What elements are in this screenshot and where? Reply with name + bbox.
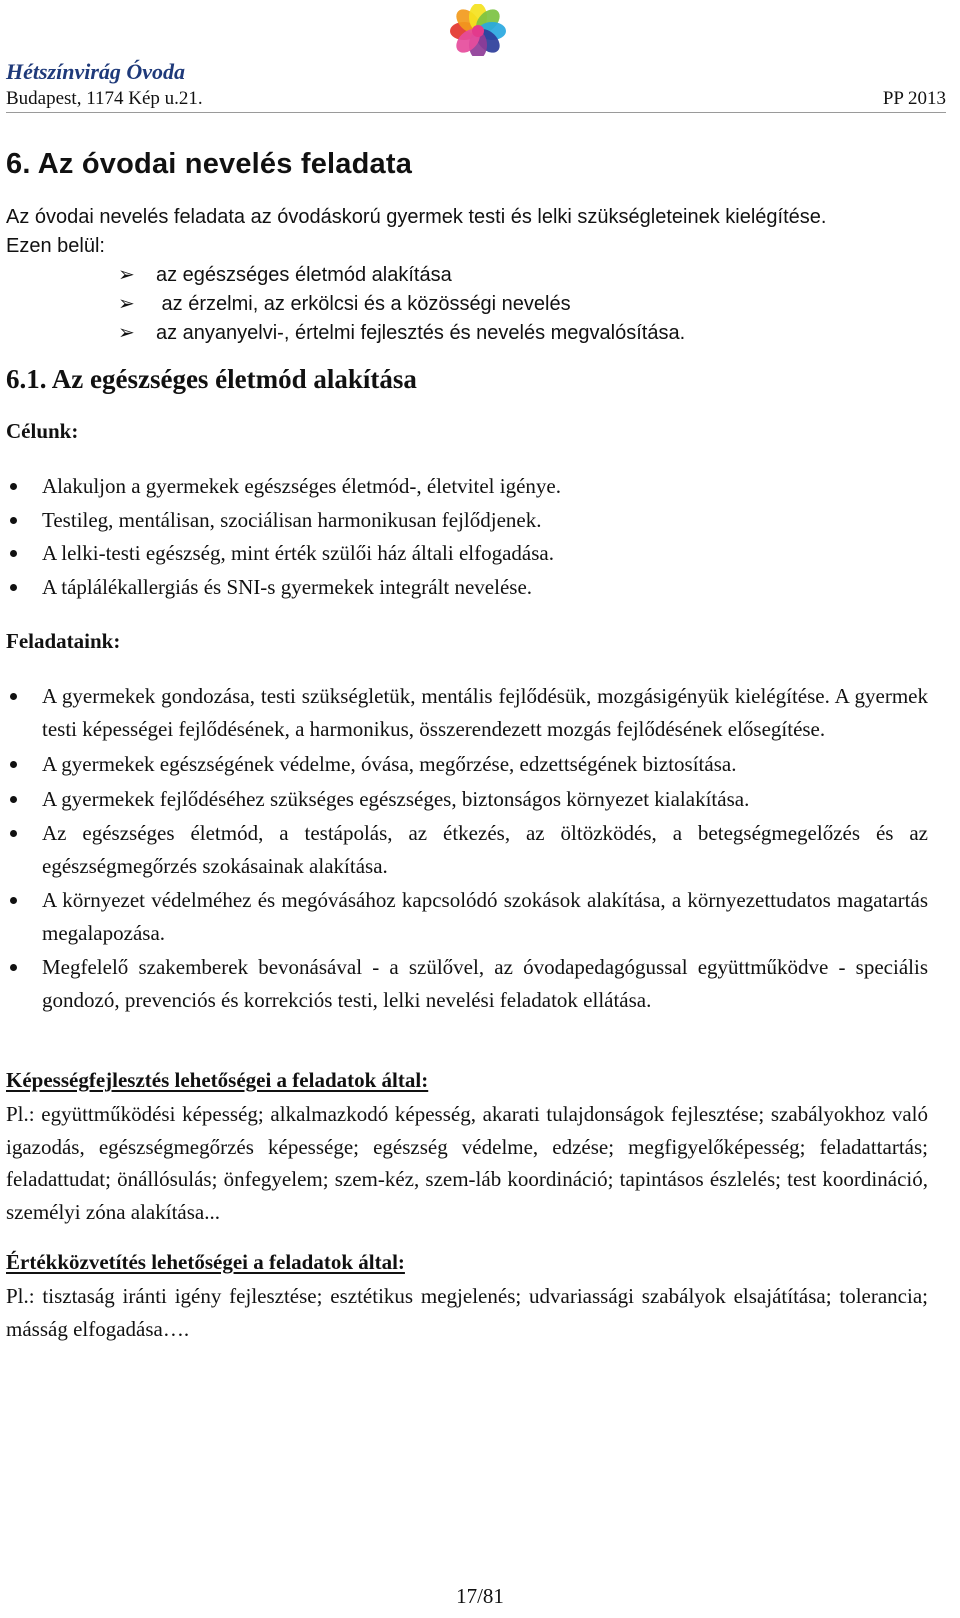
bullet-dot-icon [10,483,17,490]
document-code: PP 2013 [882,88,946,109]
arrow-bullet-icon: ➢ [118,293,135,315]
goals-item-text: A táplálékallergiás és SNI-s gyermekek integrált nevelése. [42,574,533,599]
intro-line: Az óvodai nevelés feladata az óvodáskorú gyermek testi és lelki szükségleteinek kielégítése. [6,206,827,228]
bullet-dot-icon [10,796,17,803]
tasks-item-text: A gyermekek gondozása, testi szükségletük, mentális fejlődésük, mozgásigényük kielégítése. A gyermek testi képességei fejlődésének, a harmonikus, összerendezett mozgás fejlődésének elősegítése. [42,684,928,741]
bullet-dot-icon [10,517,17,524]
tasks-list-item [6,783,928,816]
flower-logo-icon [432,4,524,56]
goals-list-item [6,504,928,537]
bullet-dot-icon [10,550,17,557]
tasks-item-text: A gyermekek fejlődéséhez szükséges egészséges, biztonságos környezet kialakítása. [42,786,750,811]
tasks-list-item [6,748,928,781]
ability-text: Pl.: együttműködési képesség; alkalmazkodó képesség, akarati tulajdonságok fejlesztése; szabályokhoz való igazodás, egészségmegőrzés képessége; egészség védelme, edzése; megfigyelőképesség; feladattartás; feladattudat; önállósulás; önfegyelem; szem-kéz, szem-láb koordináció; tapintásos észlelés; test koordináció, személyi zóna alakítása... [6,1102,928,1224]
school-name: Hétszínvirág Óvoda [6,59,186,84]
arrow-list [6,261,946,348]
bullet-dot-icon [10,584,17,591]
logo-center [472,25,484,37]
arrow-list-item-text: az egészséges életmód alakítása [156,264,452,286]
arrow-bullet-icon: ➢ [118,322,135,344]
tasks-label: Feladataink: [6,629,121,653]
tasks-list [6,680,928,1016]
arrow-list-item-text: az anyanyelvi-, értelmi fejlesztés és nevelés megvalósítása. [156,322,686,344]
arrow-list-item [118,261,946,290]
goals-item-text: A lelki-testi egészség, mint érték szülői ház általi elfogadása. [42,541,554,565]
values-text: Pl.: tisztaság iránti igény fejlesztése; esztétikus megjelenés; udvariassági szabályok elsajátítása; tolerancia; másság elfogadása…. [6,1284,928,1341]
intro-line: Ezen belül: [6,235,105,257]
goals-list [6,470,928,603]
tasks-item-text: A gyermekek egészségének védelme, óvása, megőrzése, edzettségének biztosítása. [42,752,737,776]
goals-list-item [6,571,928,604]
bullet-dot-icon [10,897,17,904]
arrow-list-item [118,290,946,319]
goals-item-text: Testileg, mentálisan, szociálisan harmonikusan fejlődjenek. [42,507,542,532]
tasks-list-item [6,884,928,949]
header-divider [6,112,946,113]
tasks-item-text: Megfelelő szakemberek bevonásával - a szülővel, az óvodapedagógussal együttműködve - speciális gondozó, prevenciós és korrekciós testi, lelki nevelési feladatok ellátása. [42,955,928,1012]
intro-block [6,203,946,348]
goals-list-item [6,537,928,570]
goals-list-item [6,470,928,503]
arrow-bullet-icon: ➢ [118,264,135,286]
section-title: 6. Az óvodai nevelés feladata [6,148,413,180]
arrow-list-item-text: az érzelmi, az erkölcsi és a közösségi nevelés [156,293,571,315]
tasks-item-text: Az egészséges életmód, a testápolás, az étkezés, az öltözködés, a betegségmegelőzés és az egészségmegőrzés szokásainak alakítása. [42,821,928,878]
ability-heading: Képességfejlesztés lehetőségei a feladatok által: [6,1068,429,1092]
tasks-list-item [6,680,928,745]
tasks-list-item [6,817,928,882]
tasks-list-item [6,951,928,1016]
bullet-dot-icon [10,964,17,971]
bullet-dot-icon [10,761,17,768]
bullet-dot-icon [10,830,17,837]
bullet-dot-icon [10,693,17,700]
arrow-list-item [118,319,946,348]
values-heading: Értékközvetítés lehetőségei a feladatok által: [6,1250,405,1274]
goals-label: Célunk: [6,419,79,443]
school-address: Budapest, 1174 Kép u.21. [6,88,203,109]
subsection-title: 6.1. Az egészséges életmód alakítása [6,364,417,394]
tasks-item-text: A környezet védelméhez és megóvásához kapcsolódó szokások alakítása, a környezettudatos magatartás megalapozása. [42,888,928,945]
page-number: 17/81 [456,1584,504,1608]
goals-item-text: Alakuljon a gyermekek egészséges életmód-, életvitel igénye. [42,474,561,498]
